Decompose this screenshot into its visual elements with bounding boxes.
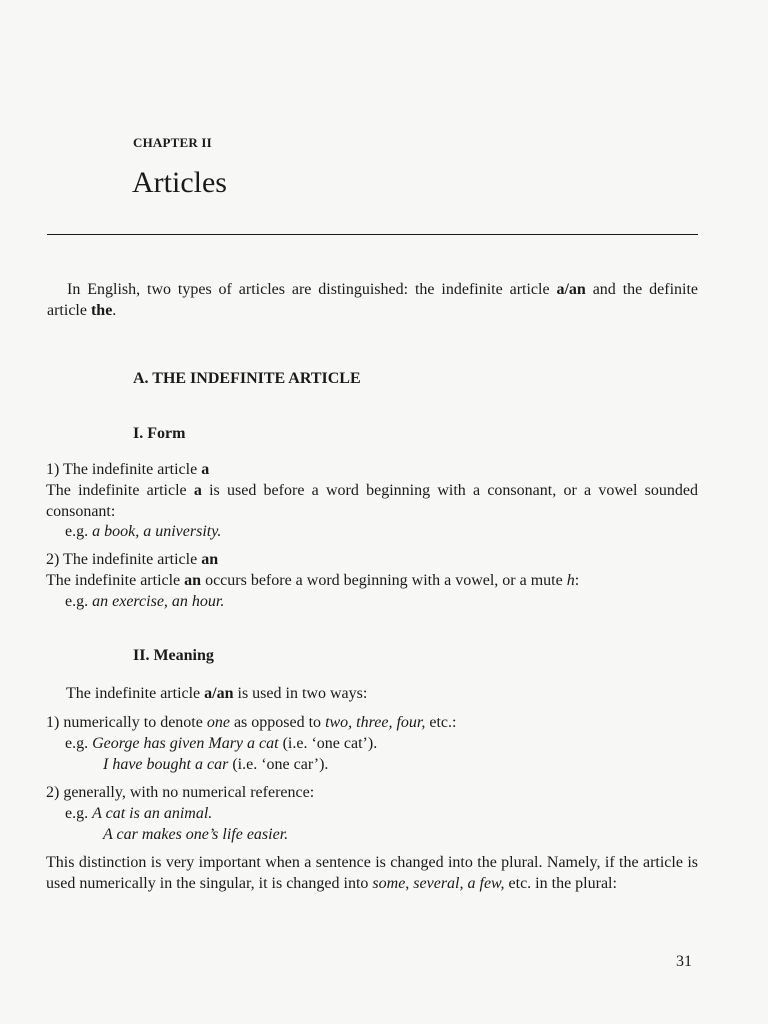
form-item-1-description [46,480,698,522]
meaning-item-1 [46,712,456,733]
form-item-2-example-text: an exercise, an hour. [92,593,225,610]
intro-bold-the: the [90,302,113,319]
intro-text-1: In English, two types of articles are distinguished: the indefinite article [67,281,557,298]
chapter-label: CHAPTER II [133,135,212,150]
form-item-2-desc-text-3: : [574,572,580,589]
form-item-2-desc-bold: an [184,572,202,589]
meaning-item-1-text-2: as opposed to [229,714,326,731]
meaning-closing-paragraph [46,852,698,894]
meaning-item-1-italic-2: two, three, four, [325,714,426,731]
form-item-2-description [46,570,579,591]
meaning-item-1-example-2-italic: I have bought a car [103,756,229,773]
intro-paragraph [47,279,698,321]
meaning-closing-text-2: etc. in the plural: [504,875,617,892]
intro-text-3: . [112,302,117,319]
meaning-item-2: 2) generally, with no numerical reference: [46,784,315,801]
meaning-closing-text-1: This distinction is very important when a sentence is changed into the plural. Namely, if the article is used numerically in the singular, it is changed into [46,854,698,892]
section-a-heading: A. THE INDEFINITE ARTICLE [133,370,361,387]
form-item-2-title-bold: an [201,551,219,568]
form-item-2-desc-text-1: The indefinite article [46,572,185,589]
title-rule [47,234,698,235]
form-item-2-desc-text-2: occurs before a word beginning with a vowel, or a mute [201,572,567,589]
meaning-intro [66,683,367,704]
meaning-item-2-example-1-italic: A cat is an animal. [92,805,213,822]
meaning-heading: II. Meaning [133,647,214,664]
eg-label: e.g. [65,805,89,822]
meaning-item-1-italic-1: one [206,714,230,731]
eg-label: e.g. [65,735,89,752]
form-item-1-title-bold: a [201,461,210,478]
meaning-closing-italic: some, several, a few, [372,875,505,892]
page-number: 31 [676,953,692,970]
intro-text-2: and the definite article [47,281,699,319]
meaning-intro-text-1: The indefinite article [66,685,205,702]
form-item-1-desc-text-1: The indefinite article [46,482,194,499]
meaning-item-1-example-2-text: (i.e. ‘one car’). [228,756,329,773]
meaning-item-1-example-1 [65,733,377,754]
form-item-2-title-text: 2) The indefinite article [46,551,202,568]
form-item-1-desc-text-2: is used before a word beginning with a consonant, or a vowel sounded consonant: [46,482,698,520]
meaning-item-1-example-1-italic: George has given Mary a cat [92,735,279,752]
eg-label: e.g. [65,523,89,540]
meaning-item-2-example-1 [65,803,212,824]
meaning-item-1-text-1: 1) numerically to denote [46,714,207,731]
form-item-1-title-text: 1) The indefinite article [46,461,202,478]
meaning-item-1-text-3: etc.: [425,714,457,731]
form-item-2-desc-italic: h [566,572,575,589]
meaning-item-1-example-1-text: (i.e. ‘one cat’). [278,735,378,752]
form-item-1-example-text: a book, a university. [92,523,222,540]
form-item-1-example [65,521,221,542]
meaning-intro-bold: a/an [204,685,234,702]
meaning-item-2-example-2 [103,824,288,845]
form-heading: I. Form [133,425,186,442]
form-item-2-example [65,591,224,612]
meaning-intro-text-2: is used in two ways: [233,685,368,702]
eg-label: e.g. [65,593,89,610]
meaning-item-2-example-2-italic: A car makes one’s life easier. [103,826,289,843]
form-item-2-title [46,549,218,570]
form-item-1-desc-bold: a [193,482,202,499]
meaning-item-1-example-2 [103,754,328,775]
chapter-title: Articles [132,166,227,199]
intro-bold-a-an: a/an [556,281,586,298]
form-item-1-title [46,459,209,480]
